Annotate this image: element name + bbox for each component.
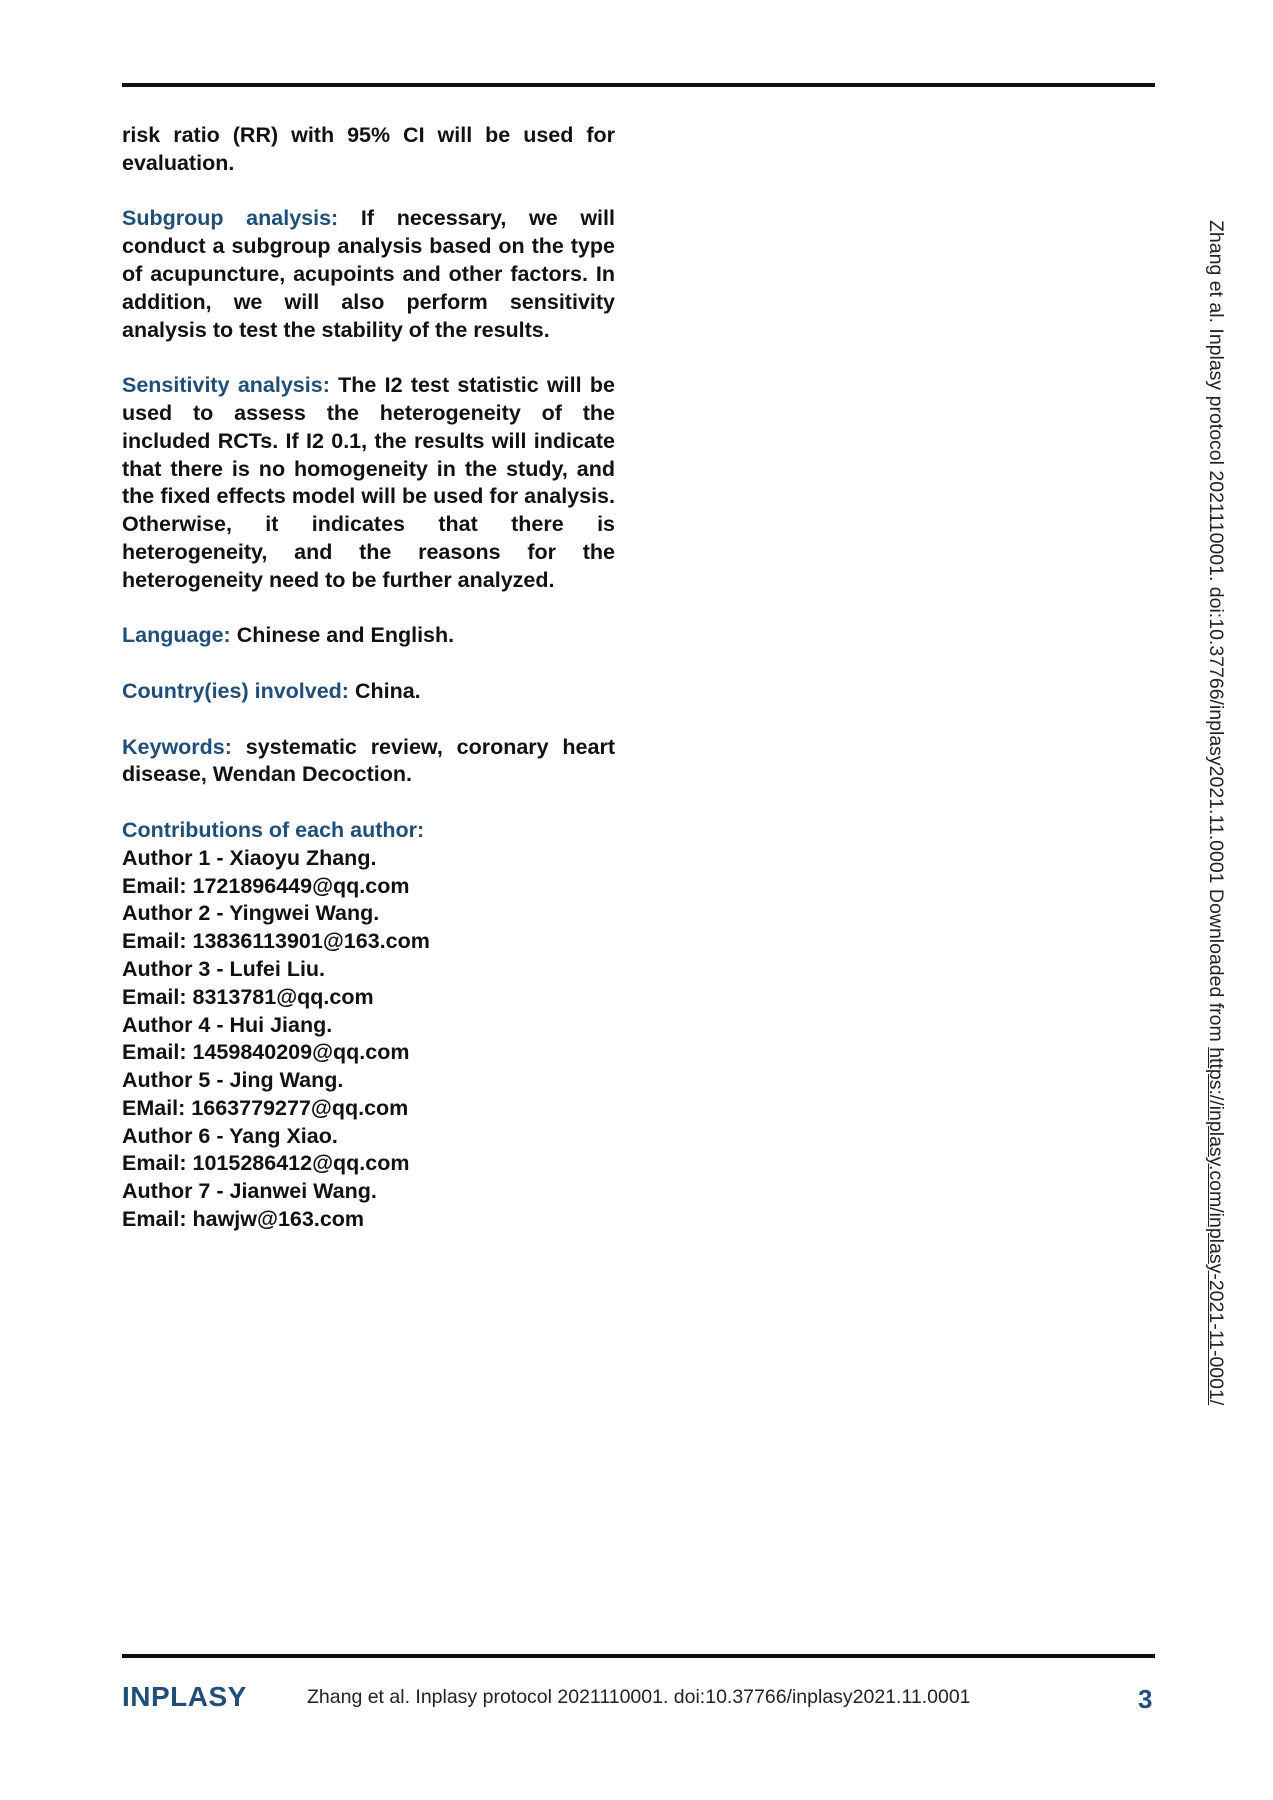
contribution-line: Email: 8313781@qq.com [122, 984, 374, 1009]
download-sidebar [1204, 220, 1227, 1405]
contribution-line: Author 4 - Hui Jiang. [122, 1012, 333, 1037]
contribution-line: Email: hawjw@163.com [122, 1207, 365, 1232]
contributions-section [122, 817, 615, 1234]
page-number: 3 [1138, 1684, 1153, 1714]
contribution-line: Author 6 - Yang Xiao. [122, 1123, 338, 1148]
intro-paragraph: risk ratio (RR) with 95% CI will be used for evaluation. [122, 123, 615, 175]
contribution-line: Author 1 - Xiaoyu Zhang. [122, 845, 377, 870]
contributions-label: Contributions of each author: [122, 817, 425, 842]
sensitivity-text: The I2 test statistic will be used to assess the heterogeneity of the included RCTs. If I2 0.1, the results will indicate that there is no homogeneity in the study, and the fixed effects model will be used for analysis. Otherwise, it indicates that there is heterogeneity, and the reasons for the heterogeneity need to be further analyzed. [122, 373, 615, 592]
contribution-line: EMail: 1663779277@qq.com [122, 1095, 409, 1120]
main-column [122, 122, 615, 1262]
keywords-text: systematic review, coronary heart disease, Wendan Decoction. [122, 734, 615, 787]
contribution-line: Author 3 - Lufei Liu. [122, 956, 326, 981]
country-label: Country(ies) involved: [122, 678, 349, 703]
contribution-line: Email: 1015286412@qq.com [122, 1151, 410, 1176]
contribution-line: Email: 13836113901@163.com [122, 929, 430, 954]
sensitivity-paragraph [122, 372, 615, 594]
contribution-line: Email: 1459840209@qq.com [122, 1040, 410, 1065]
sensitivity-label: Sensitivity analysis: [122, 373, 330, 398]
language-label: Language: [122, 623, 231, 648]
language-text: Chinese and English. [236, 623, 455, 648]
subgroup-paragraph [122, 205, 615, 344]
language-paragraph [122, 622, 615, 650]
sidebar-link[interactable]: https://inplasy.com/inplasy-2021-11-0001/ [1205, 1047, 1227, 1406]
subgroup-label: Subgroup analysis: [122, 206, 339, 231]
country-text: China. [354, 678, 421, 703]
country-paragraph [122, 678, 615, 706]
sidebar-citation: Zhang et al. Inplasy protocol 2021110001. doi:10.37766/inplasy2021.11.0001 Downloaded from [1205, 220, 1227, 1042]
contribution-line: Author 7 - Jianwei Wang. [122, 1179, 377, 1204]
contribution-line: Author 2 - Yingwei Wang. [122, 901, 380, 926]
bottom-rule [122, 1654, 1155, 1658]
footer-citation: Zhang et al. Inplasy protocol 2021110001. doi:10.37766/inplasy2021.11.0001 [307, 1686, 971, 1708]
top-rule [122, 83, 1155, 87]
keywords-paragraph [122, 734, 615, 790]
footer-brand: INPLASY [122, 1681, 247, 1712]
keywords-label: Keywords: [122, 734, 232, 759]
contribution-line: Email: 1721896449@qq.com [122, 873, 410, 898]
contribution-line: Author 5 - Jing Wang. [122, 1068, 344, 1093]
subgroup-text: If necessary, we will conduct a subgroup analysis based on the type of acupuncture, acupoints and other factors. In addition, we will also perform sensitivity analysis to test the stability of the results. [122, 206, 615, 342]
